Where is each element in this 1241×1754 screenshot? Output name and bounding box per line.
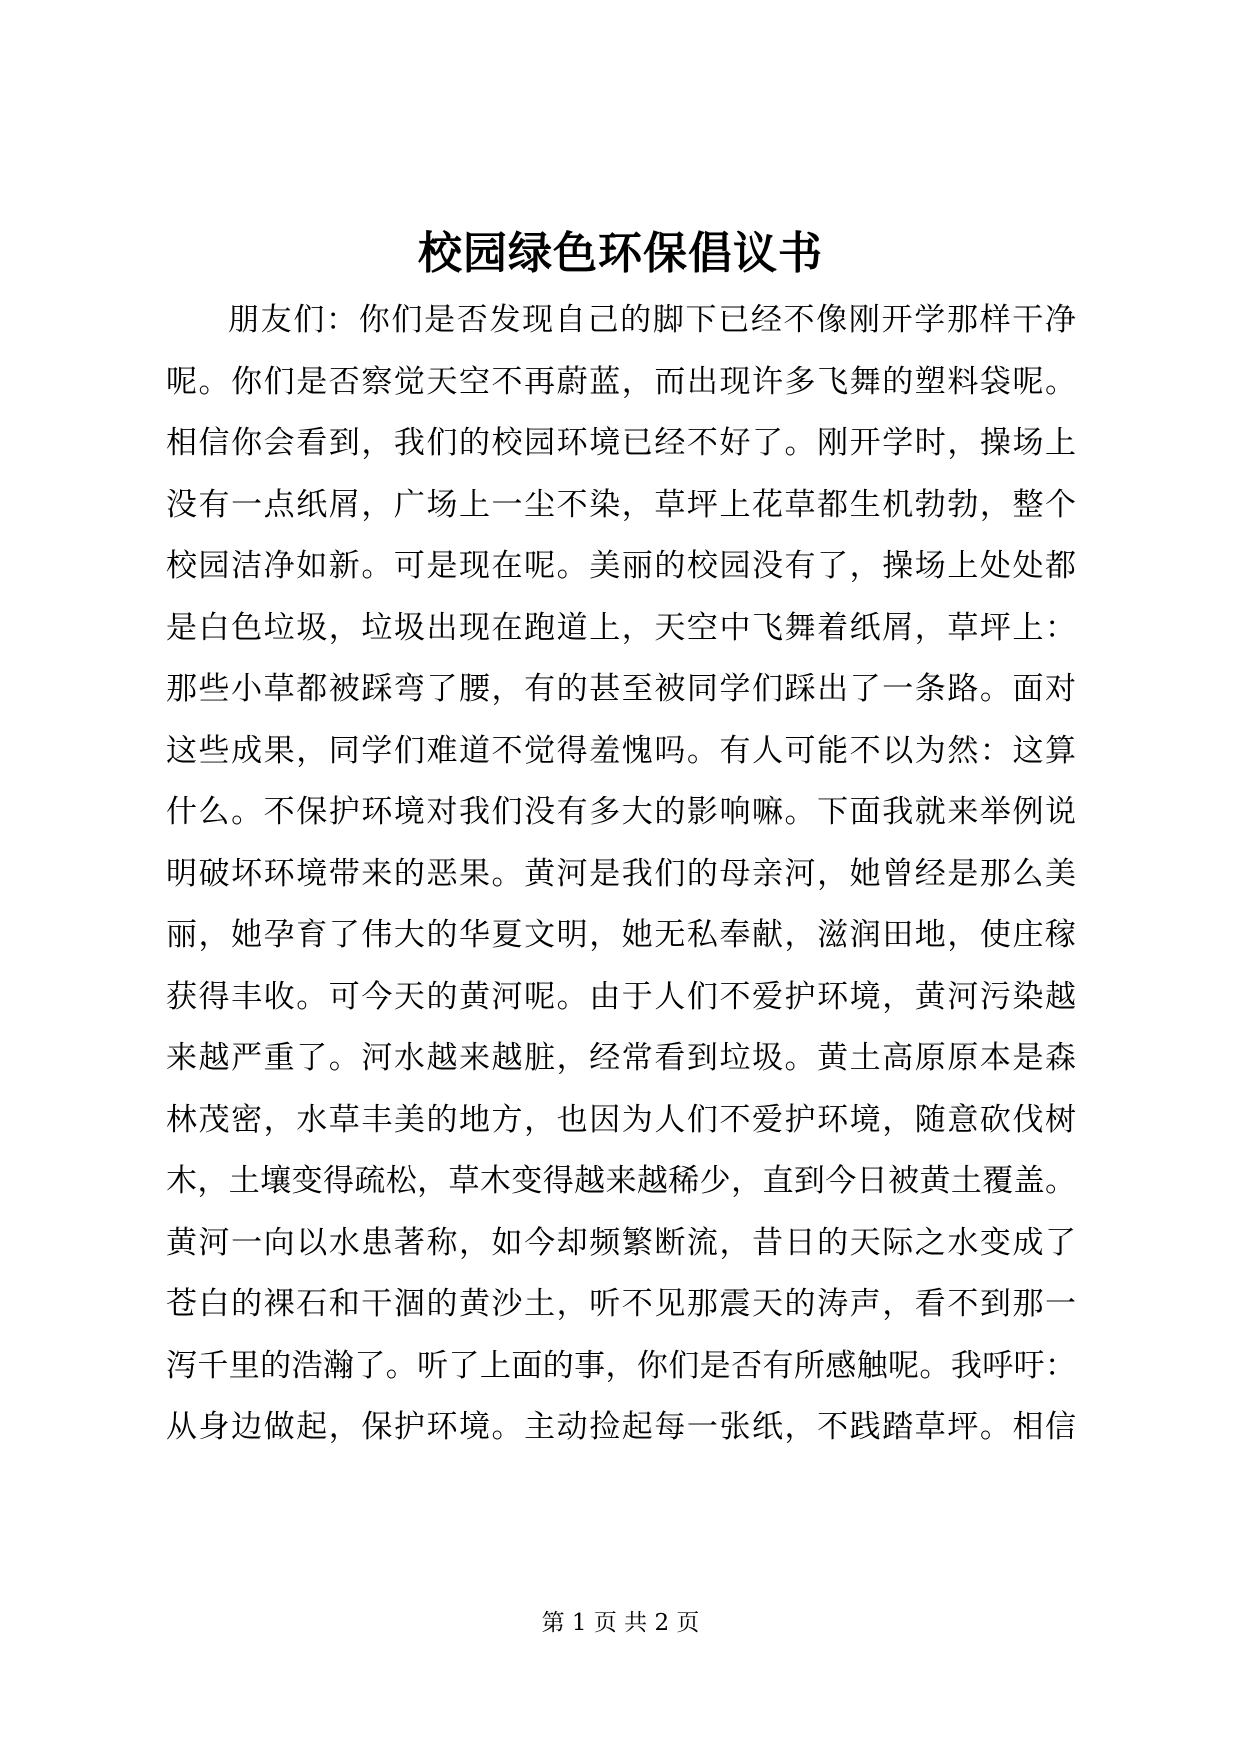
body-line: 泻千里的浩瀚了。听了上面的事，你们是否有所感触呢。我呼吁： — [166, 1347, 1076, 1384]
body-line: 黄河一向以水患著称，如今却频繁断流，昔日的天际之水变成了 — [166, 1224, 1076, 1261]
body-line: 丽，她孕育了伟大的华夏文明，她无私奉献，滋润田地，使庄稼 — [166, 917, 1076, 953]
document-body — [166, 290, 1076, 1459]
body-line: 是白色垃圾，垃圾出现在跑道上，天空中飞舞着纸屑，草坪上： — [166, 609, 1076, 646]
body-line: 校园洁净如新。可是现在呢。美丽的校园没有了，操场上处处都 — [166, 548, 1076, 584]
body-line: 明破坏环境带来的恶果。黄河是我们的母亲河，她曾经是那么美 — [166, 855, 1076, 892]
body-line: 木，土壤变得疏松，草木变得越来越稀少，直到今日被黄土覆盖。 — [166, 1163, 1076, 1199]
body-line: 苍白的裸石和干涸的黄沙土，听不见那震天的涛声，看不到那一 — [166, 1286, 1076, 1322]
body-line: 从身边做起，保护环境。主动捡起每一张纸，不践踏草坪。相信 — [166, 1409, 1076, 1445]
body-line: 相信你会看到，我们的校园环境已经不好了。刚开学时，操场上 — [166, 425, 1076, 461]
body-line: 获得丰收。可今天的黄河呢。由于人们不爱护环境，黄河污染越 — [166, 978, 1076, 1015]
body-line: 林茂密，水草丰美的地方，也因为人们不爱护环境，随意砍伐树 — [166, 1101, 1076, 1138]
page-number-footer: 第 1 页 共 2 页 — [541, 1610, 700, 1636]
body-line: 什么。不保护环境对我们没有多大的影响嘛。下面我就来举例说 — [166, 794, 1076, 830]
body-line: 这些成果，同学们难道不觉得羞愧吗。有人可能不以为然：这算 — [166, 732, 1076, 769]
body-line: 朋友们：你们是否发现自己的脚下已经不像刚开学那样干净 — [228, 302, 1076, 338]
body-line: 呢。你们是否察觉天空不再蔚蓝，而出现许多飞舞的塑料袋呢。 — [166, 363, 1076, 400]
document-title: 校园绿色环保倡议书 — [418, 228, 823, 279]
body-line: 没有一点纸屑，广场上一尘不染，草坪上花草都生机勃勃，整个 — [166, 486, 1076, 523]
body-line: 来越严重了。河水越来越脏，经常看到垃圾。黄土高原原本是森 — [166, 1040, 1076, 1076]
body-line: 那些小草都被踩弯了腰，有的甚至被同学们踩出了一条路。面对 — [166, 671, 1076, 707]
